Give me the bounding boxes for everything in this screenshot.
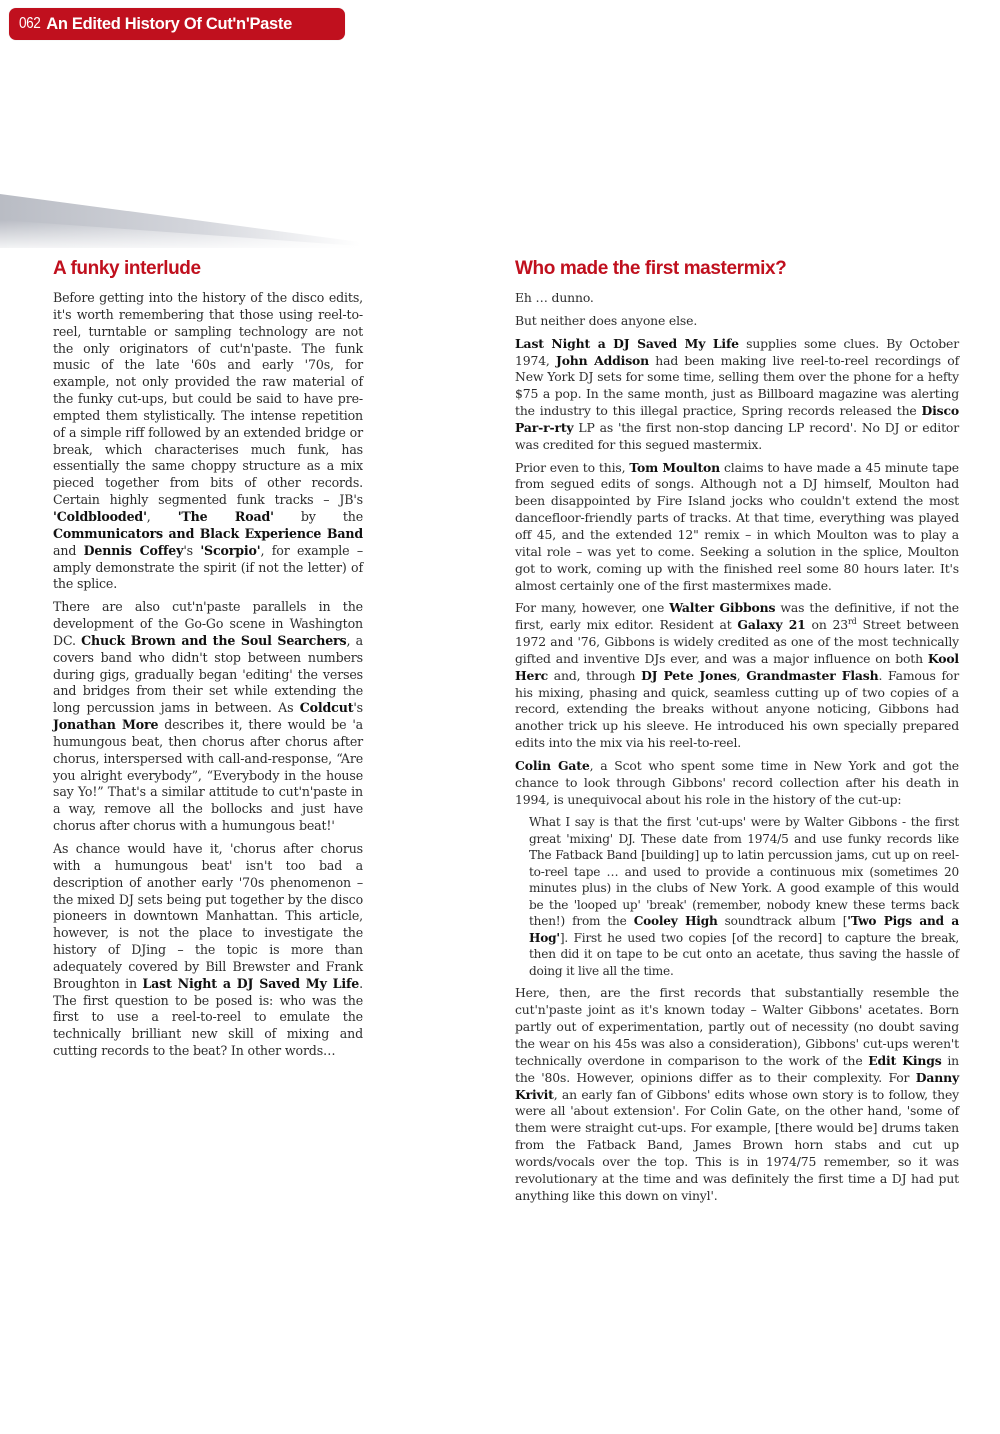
bold-emphasis: Danny Krivit — [515, 1069, 959, 1102]
paragraph: Here, then, are the first records that substantially resemble the cut'n'paste joint as it's known today – Walter Gibbons' acetates. Born partly out of experimentation, partly out of necessity (no doubt saving the wear on his 45s was also a consideration), Gibbons' cut-ups weren't technically overdone in comparison to the work of the Edit Kings in the '80s. However, opinions differ as to their complexity. For Danny Krivit, an early fan of Gibbons' edits whose own story is to follow, they were all 'about extension'. For Colin Gate, on the other hand, 'some of them were straight cut-ups. For example, [there would be] drums taken from the Fatback Band, James Brown horn stabs and cut up words/vocals over the top. This is in 1974/75 remember, so it was revolutionary at the time and was definitely the first time a DJ had put anything like this down on vinyl'. — [515, 985, 959, 1203]
section-heading-funky-interlude: A funky interlude — [53, 258, 201, 279]
bold-emphasis: DJ Pete Jones — [641, 667, 737, 683]
bold-emphasis: Disco Par-r-rty — [515, 403, 959, 435]
running-title: An Edited History Of Cut'n'Paste — [46, 14, 292, 33]
bold-emphasis: Tom Moulton — [629, 459, 721, 475]
paragraph: Prior even to this, Tom Moulton claims to have made a 45 minute tape from segued edits of songs. Although not a DJ himself, Moulton had been disappointed by Fire Island jocks who couldn't extend the most dancefloor-friendly parts of tracks. At that time, everything was played off 45, and the extended 12" remix – in which Moulton was to play a vital role – was yet to come. Seeking a solution in the splice, Moulton got to work, coming up with the finished reel some 80 hours later. It's almost certainly one of the first mastermixes made. — [515, 459, 959, 593]
bold-emphasis: Last Night a DJ Saved My Life — [142, 975, 360, 991]
block-quote-colin-gate: What I say is that the first 'cut-ups' were by Walter Gibbons - the first great 'mixing' DJ. These date from 1974/5 and use funky records like The Fatback Band [building] up to latin percussion jams, cut up on reel-to-reel tape … and used to provide a continuous mix (sometimes 20 minutes plus) in the clubs of New York. A good example of this would be the 'looped up' 'break' (remember, nobody knew these terms back then!) from the Cooley High soundtrack album ['Two Pigs and a Hog']. First he used two copies [of the record] to capture the break, then did it on tape to be cut onto an acetate, thus saving the hassle of doing it live all the time. — [529, 815, 959, 978]
bold-emphasis: 'Coldblooded' — [53, 508, 147, 524]
paragraph: But neither does anyone else. — [515, 312, 698, 328]
bold-emphasis: Dennis Coffey — [83, 542, 184, 558]
section-heading-first-mastermix: Who made the first mastermix? — [515, 258, 787, 279]
bold-emphasis: Coldcut — [299, 700, 354, 716]
left-column — [53, 256, 363, 1066]
bold-emphasis: Jonathan More — [53, 717, 159, 733]
bold-emphasis: Grandmaster Flash — [746, 667, 879, 683]
paragraph: Last Night a DJ Saved My Life supplies some clues. By October 1974, John Addison had been making live reel-to-reel recordings of New York DJ sets for some time, selling them over the phone for a hefty $75 a pop. In the same month, just as Billboard magazine was alerting the industry to this illegal practice, Spring records released the Disco Par-r-rty LP as 'the first non-stop dancing LP record'. No DJ or editor was credited for this segued mastermix. — [515, 335, 960, 452]
bold-emphasis: Kool Herc — [515, 650, 959, 683]
paragraph: Colin Gate, a Scot who spent some time in New York and got the chance to look through Gibbons' record collection after his death in 1994, is unequivocal about his role in the history of the cut-up: — [515, 757, 959, 807]
bold-emphasis: Cooley High — [633, 914, 718, 929]
decorative-swoosh-graphic — [0, 190, 360, 250]
bold-emphasis: Edit Kings — [868, 1052, 942, 1068]
superscript: rd — [848, 617, 857, 627]
bold-emphasis: Communicators and Black Experience Band — [53, 525, 363, 541]
page-header-bar — [9, 8, 345, 40]
bold-emphasis: Walter Gibbons — [669, 600, 776, 616]
bold-emphasis: Last Night a DJ Saved My Life — [515, 335, 739, 351]
bold-emphasis: 'Scorpio' — [200, 542, 261, 558]
bold-emphasis: Colin Gate — [515, 757, 590, 773]
paragraph: Before getting into the history of the disco edits, it's worth remembering that those using reel-to-reel, turntable or sampling technology are not the only originators of cut'n'paste. The funk music of the late '60s and early '70s, for example, not only provided the raw material of the funky cut-ups, but could be said to have pre-empted them stylistically. The intense repetition of a simple riff followed by an extended bridge or break, which characterises much funk, has essentially the same choppy structure as a mix pieced together from bits of other records. Certain highly segmented funk tracks – JB's 'Coldblooded', 'The Road' by the Communicators and Black Experience Band and Dennis Coffey's 'Scorpio', for example – amply demonstrate the spirit (if not the letter) of the splice. — [53, 290, 363, 592]
bold-emphasis: 'The Road' — [177, 508, 274, 524]
bold-emphasis: John Addison — [555, 352, 650, 368]
paragraph: There are also cut'n'paste parallels in the development of the Go-Go scene in Washington DC. Chuck Brown and the Soul Searchers, a covers band who didn't stop between numbers during gigs, gradually began 'editing' the verses and bridges from their set while extending the long percussion jams in between. As Coldcut's Jonathan More describes it, there would be 'a humungous beat, then chorus after chorus after chorus, interspersed with call-and-response, “Are you alright everybody”, “Everybody in the house say Yo!” That's a similar attitude to cut'n'paste in a way, remove all the bollocks and just have chorus after chorus with a humungous beat!' — [53, 599, 363, 834]
paragraph: As chance would have it, 'chorus after chorus with a humungous beat' isn't too bad a description of another early '70s phenomenon – the mixed DJ sets being put together by the disco pioneers in downtown Manhattan. This article, however, is not the place to investigate the history of DJing – the topic is more than adequately covered by Bill Brewster and Frank Broughton in Last Night a DJ Saved My Life. The first question to be posed is: who was the first to use a reel-to-reel to emulate the technically brilliant new skill of mixing and cutting records to the beat? In other words… — [53, 841, 363, 1059]
paragraph: Eh … dunno. — [515, 290, 594, 305]
bold-emphasis: 'Two Pigs and a Hog' — [529, 914, 959, 945]
page-number: 062 — [19, 15, 41, 32]
right-column — [515, 256, 959, 1210]
bold-emphasis: Galaxy 21 — [737, 617, 806, 633]
paragraph: For many, however, one Walter Gibbons was the definitive, if not the first, early mix editor. Resident at Galaxy 21 on 23rd Street between 1972 and '76, Gibbons is widely credited as one of the most technically gifted and inventive DJs ever, and was a major influence on both Kool Herc and, through DJ Pete Jones, Grandmaster Flash. Famous for his mixing, phasing and quick, seamless cutting up of two copies of a record, extending the breaks without anyone noticing, Gibbons had another trick up his sleeve. He introduced his own specially prepared edits into the mix via his reel-to-reel. — [515, 600, 959, 751]
bold-emphasis: Chuck Brown and the Soul Searchers — [81, 632, 347, 648]
